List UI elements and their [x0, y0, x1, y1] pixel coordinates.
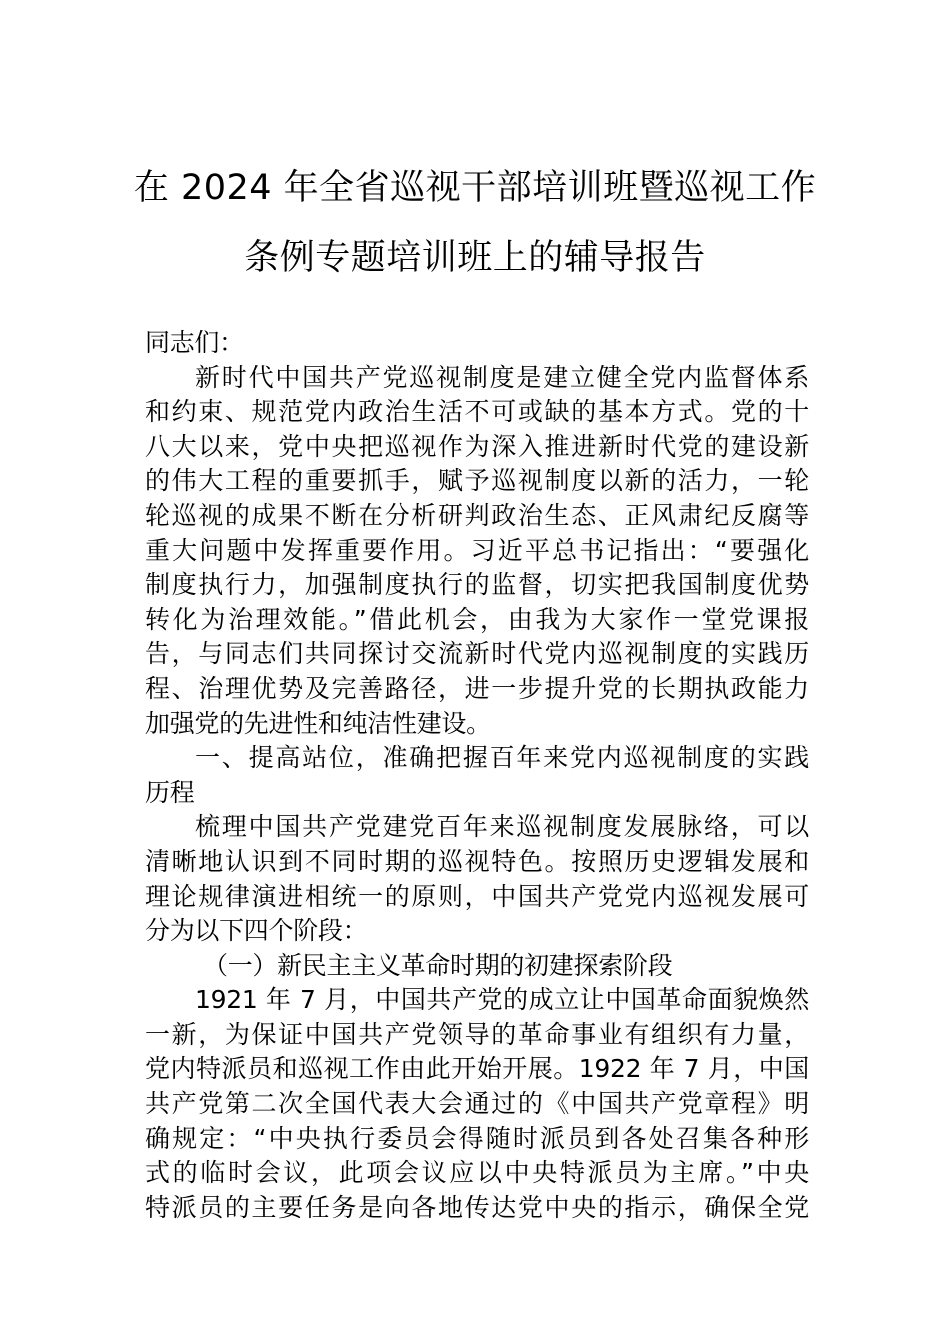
paragraph-line: 理论规律演进相统一的原则，中国共产党党内巡视发展可: [145, 881, 809, 911]
paragraph-line: 重大问题中发挥重要作用。习近平总书记指出：“要强化: [145, 535, 809, 565]
paragraph-line: 特派员的主要任务是向各地传达党中央的指示，确保全党: [145, 1192, 809, 1222]
paragraph-line: 制度执行力，加强制度执行的监督，切实把我国制度优势: [145, 570, 809, 600]
paragraph-line: 的伟大工程的重要抓手，赋予巡视制度以新的活力，一轮: [145, 466, 809, 496]
document-body: [145, 326, 809, 1225]
paragraph-line: 告，与同志们共同探讨交流新时代党内巡视制度的实践历: [145, 639, 809, 669]
document-title-line-2: 条例专题培训班上的辅导报告: [244, 238, 706, 278]
paragraph-line: 程、治理优势及完善路径，进一步提升党的长期执政能力: [145, 673, 809, 703]
paragraph-line: 和约束、规范党内政治生活不可或缺的基本方式。党的十: [145, 397, 809, 427]
paragraph-line: 确规定：“中央执行委员会得随时派员到各处召集各种形: [145, 1123, 809, 1153]
salutation: 同志们：: [145, 328, 244, 357]
paragraph-line: 共产党第二次全国代表大会通过的《中国共产党章程》明: [145, 1089, 809, 1119]
paragraph-line: 式的临时会议，此项会议应以中央特派员为主席。”中央: [145, 1158, 809, 1188]
paragraph-line: 八大以来，党中央把巡视作为深入推进新时代党的建设新: [145, 431, 809, 461]
paragraph-line: 新时代中国共产党巡视制度是建立健全党内监督体系: [195, 362, 809, 392]
paragraph-line: 党内特派员和巡视工作由此开始开展。1922 年 7 月，中国: [145, 1054, 809, 1084]
paragraph-line: 加强党的先进性和纯洁性建设。: [145, 708, 491, 738]
paragraph-line: 一新，为保证中国共产党领导的革命事业有组织有力量，: [145, 1019, 809, 1049]
section-heading-line: 一、提高站位，准确把握百年来党内巡视制度的实践: [195, 743, 809, 773]
document-title-line-1: 在 2024 年全省巡视干部培训班暨巡视工作: [133, 168, 817, 208]
paragraph-line: 清晰地认识到不同时期的巡视特色。按照历史逻辑发展和: [145, 846, 809, 876]
paragraph-line: 梳理中国共产党建党百年来巡视制度发展脉络，可以: [195, 812, 809, 842]
paragraph-line: 1921 年 7 月，中国共产党的成立让中国革命面貌焕然: [195, 985, 809, 1015]
subsection-heading: （一）新民主主义革命时期的初建探索阶段: [203, 950, 673, 980]
paragraph-line: 转化为治理效能。”借此机会，由我为大家作一堂党课报: [145, 604, 809, 634]
paragraph-line: 分为以下四个阶段：: [145, 916, 368, 946]
paragraph-line: 轮巡视的成果不断在分析研判政治生态、正风肃纪反腐等: [145, 500, 809, 530]
section-heading-line: 历程: [145, 777, 195, 807]
